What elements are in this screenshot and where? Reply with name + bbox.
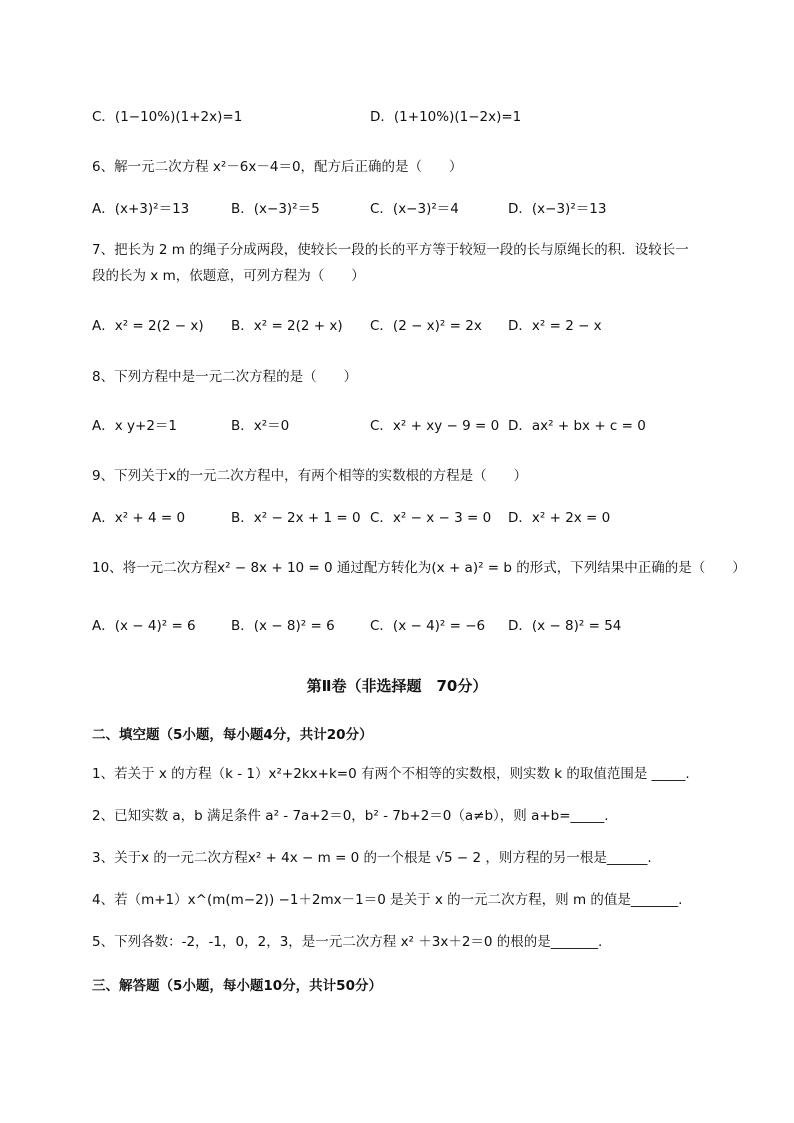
q7-option-d: D．x² = 2 − x [508, 318, 602, 334]
q10-option-d: D．(x − 8)² = 54 [508, 618, 622, 634]
q5-option-c: C．(1−10%)(1+2x)=1 [92, 109, 243, 125]
q7-stem-line1: 7、把长为 2 m 的绳子分成两段，使较长一段的长的平方等于较短一段的长与原绳长的积．设较长一 [92, 242, 689, 258]
q9-option-a: A．x² + 4 = 0 [92, 510, 186, 526]
q9-stem: 9、下列关于x的一元二次方程中，有两个相等的实数根的方程是（ ） [92, 468, 528, 484]
section3-title: 三、解答题（5小题，每小题10分，共计50分） [92, 978, 382, 994]
q6-option-a: A．(x+3)²＝13 [92, 201, 190, 217]
q9-option-c: C．x² − x − 3 = 0 [370, 510, 492, 526]
q7-option-b: B．x² = 2(2 + x) [231, 318, 343, 334]
q9-option-d: D．x² + 2x = 0 [508, 510, 611, 526]
q6-option-b: B．(x−3)²＝5 [231, 201, 320, 217]
q8-option-d: D．ax² + bx + c = 0 [508, 418, 646, 434]
q10-option-a: A．(x − 4)² = 6 [92, 618, 196, 634]
q7-stem-line2: 段的长为 x m，依题意，可列方程为（ ） [92, 268, 365, 284]
section2-title: 二、填空题（5小题，每小题4分，共计20分） [92, 727, 373, 743]
q9-option-b: B．x² − 2x + 1 = 0 [231, 510, 361, 526]
q5-option-d: D．(1+10%)(1−2x)=1 [370, 109, 522, 125]
q8-option-b: B．x²＝0 [231, 418, 290, 434]
fill-blank-item-3: 3、关于x 的一元二次方程x² + 4x − m = 0 的一个根是 √5 − 2 ，则方程的另一根是______. [92, 850, 652, 866]
q8-option-a: A．x y+2＝1 [92, 418, 177, 434]
q6-option-d: D．(x−3)²＝13 [508, 201, 607, 217]
q10-option-b: B．(x − 8)² = 6 [231, 618, 335, 634]
q10-option-c: C．(x − 4)² = −6 [370, 618, 486, 634]
fill-blank-item-5: 5、下列各数：-2，-1，0，2，3，是一元二次方程 x² ＋3x＋2＝0 的根的是_______. [92, 934, 603, 950]
fill-blank-item-4: 4、若（m+1）x^(m(m−2)) −1＋2mx－1＝0 是关于 x 的一元二次方程，则 m 的值是_______. [92, 892, 683, 908]
part2-title: 第Ⅱ卷（非选择题 70分） [306, 677, 488, 695]
fill-blank-item-2: 2、已知实数 a，b 满足条件 a² - 7a+2＝0，b² - 7b+2＝0（a≠b），则 a+b=_____. [92, 808, 609, 824]
q6-option-c: C．(x−3)²＝4 [370, 201, 459, 217]
q10-stem: 10、将一元二次方程x² − 8x + 10 = 0 通过配方转化为(x + a)² = b 的形式，下列结果中正确的是（ ） [92, 560, 746, 576]
fill-blank-item-1: 1、若关于 x 的方程（k - 1）x²+2kx+k=0 有两个不相等的实数根，则实数 k 的取值范围是 _____. [92, 766, 690, 782]
q8-stem: 8、下列方程中是一元二次方程的是（ ） [92, 369, 358, 385]
q6-stem: 6、解一元二次方程 x²－6x－4＝0，配方后正确的是（ ） [92, 159, 463, 175]
q8-option-c: C．x² + xy − 9 = 0 [370, 418, 500, 434]
q7-option-c: C．(2 − x)² = 2x [370, 318, 482, 334]
q7-option-a: A．x² = 2(2 − x) [92, 318, 204, 334]
